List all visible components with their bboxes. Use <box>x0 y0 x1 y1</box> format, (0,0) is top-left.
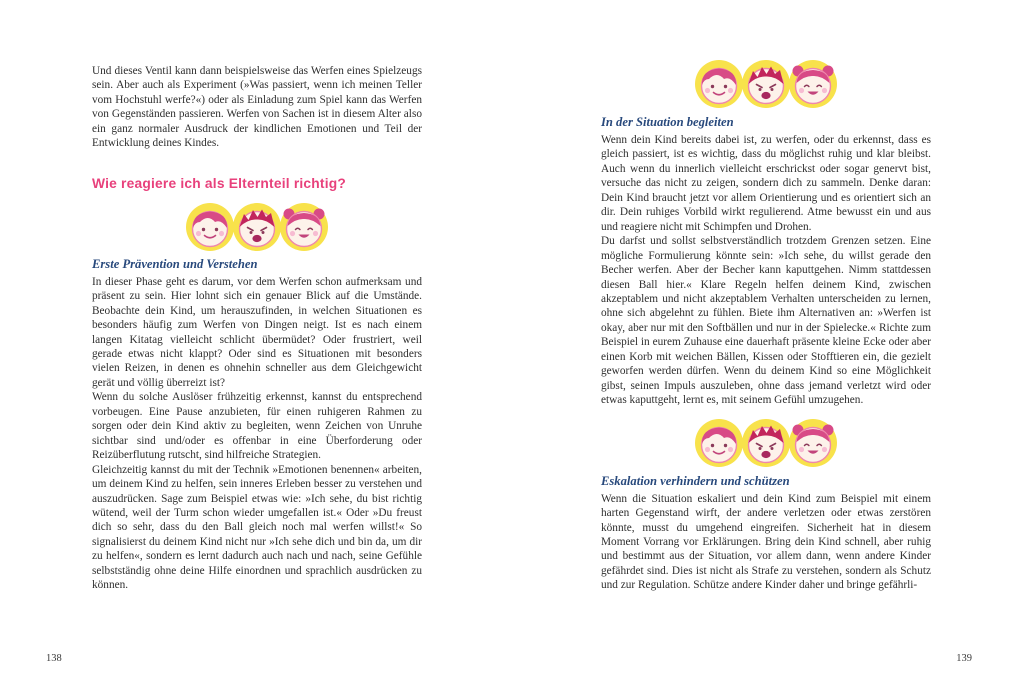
page-number-left: 138 <box>46 653 62 664</box>
body-paragraph: Du darfst und sollst selbstverständlich trotzdem Grenzen setzen. Eine mögliche Formulierung könnte sein: »Ich sehe, du willst gerade den Becher werfen. Aber der Becher kann kaputtgehen. Nimm stattdessen diesen Ball hier.« Klare Regeln helfen deinem Kind, zwischen akzeptablem und nicht akzeptablem Verhalten unterscheiden zu lernen, ohne sich abgelehnt zu fühlen. Biete ihm Alternativen an: »Werfen ist okay, aber nur mit den Softbällen und nur in der Spielecke.« Richte zum Beispiel in eurem Zuhause eine dauerhaft präsente kleine Ecke oder aber einen Korb mit weichen Bällen, Kissen oder Stofftieren ein, die gezielt geworfen werden dürfen. Wenn du deinem Kind so eine Möglichkeit gibst, seinen Impuls auszuleben, ohne dass jemand verletzt wird oder etwas kaputtgeht, lernt es, mit seinem Gefühl umzugehen. <box>601 235 931 407</box>
angry-face-icon <box>740 417 792 469</box>
body-paragraph: Wenn dein Kind bereits dabei ist, zu werfen, oder du erkennst, dass es gleich passiert, ist es wichtig, dass du möglichst ruhig und klar bleibst. Auch wenn du innerlich vielleicht erschrickst oder sogar genervt bist, versuche das nicht zu zeigen, sondern dich zu sammeln. Denke daran: Dein Kind braucht jetzt vor allem Orientierung und es orientiert sich an dir. Dein ruhiges Vorbild wirkt regulierend. Atme bewusst ein und aus und reagiere nicht mit Schimpfen und Drohen. <box>601 134 931 233</box>
body-paragraph: Wenn du solche Auslöser frühzeitig erkennst, kannst du entsprechend vorbeugen. Eine Pause anzubieten, für einen ruhigeren Rahmen zu sorgen oder dein Kind aktiv zu begleiten, wenn Zeichen von Unruhe sichtbar sind und/oder es offenbar in eine Überforderung oder Reizüberflutung rutscht, sind hilfreiche Strategien. <box>92 391 422 462</box>
page-number-right: 139 <box>956 653 972 664</box>
happy-face-icon <box>184 201 236 253</box>
angry-face-icon <box>231 201 283 253</box>
left-page <box>92 64 422 593</box>
buns-face-icon <box>787 58 839 110</box>
happy-face-icon <box>693 417 745 469</box>
faces-illustration <box>601 417 931 469</box>
angry-face-icon <box>740 58 792 110</box>
section-heading-praevention: Erste Prävention und Verstehen <box>92 256 258 271</box>
body-paragraph: Wenn die Situation eskaliert und dein Kind zum Beispiel mit einem harten Gegenstand wirft, der andere verletzen oder etwas zerstören könnte, musst du umgehend eingreifen. Sicherheit hat in diesem Moment Vorrang vor Erklärungen. Bring dein Kind schnell, aber ruhig und bestimmt aus der Situation, vor allem dann, wenn andere Kinder gefährdet sind. Dies ist nicht als Strafe zu verstehen, sondern als Schutz und zur Regulation. Schütze andere Kinder daher und bringe gefährli- <box>601 492 931 592</box>
section-heading-eskalation: Eskalation verhindern und schützen <box>601 473 790 488</box>
body-paragraph: In dieser Phase geht es darum, vor dem Werfen schon aufmerksam und präsent zu sein. Hier lohnt sich ein genauer Blick auf die Umstände. Beobachte dein Kind, um herauszufinden, in welchen Situationen es besonders häufig zum Werfen von Dingen neigt. Ist es nach einem langen Kitatag vielleicht schlicht übermüdet? Oder frustriert, weil gerade etwas nicht klappt? Oder sind es Situationen mit besonders vielen Reizen, in denen es ohnehin schneller aus dem Gleichgewicht gerät und völlig überreizt ist? <box>92 275 422 389</box>
section-heading-situation: In der Situation begleiten <box>601 115 734 129</box>
faces-illustration <box>92 201 422 253</box>
happy-face-icon <box>693 58 745 110</box>
body-paragraph: Gleichzeitig kannst du mit der Technik »Emotionen benennen« arbeiten, um deinem Kind zu helfen, sein inneres Erleben besser zu verstehen und auszudrücken. Sage zum Beispiel etwas wie: »Ich sehe, du bist richtig wütend, weil der Turm schon wieder umgefallen ist.« Oder »Du freust dich so sehr, dass du den Ball gleich noch mal werfen willst!« So signalisierst du deinem Kind nicht nur »Ich sehe dich und bin da, um dir zu helfen«, sondern es lernt dadurch auch nach und nach, seine Gefühle selbstständig ohne deine Hilfe einordnen und sprachlich ausdrücken zu können. <box>92 463 422 592</box>
buns-face-icon <box>787 417 839 469</box>
buns-face-icon <box>278 201 330 253</box>
intro-paragraph: Und dieses Ventil kann dann beispielsweise das Werfen eines Spielzeugs sein. Aber auch als Experiment (»Was passiert, wenn ich meinen Teller vom Hochstuhl werfe?«) oder als Einladung zum Spiel kann das Werfen von Gegenständen passieren. Werfen von Sachen ist in diesem Alter also ein ganz normaler Ausdruck der kindlichen Emotionen und Teil der Entwicklung deines Kindes. <box>92 65 422 150</box>
main-question-heading: Wie reagiere ich als Elternteil richtig? <box>92 175 346 191</box>
right-page <box>601 58 931 593</box>
faces-illustration <box>601 58 931 110</box>
